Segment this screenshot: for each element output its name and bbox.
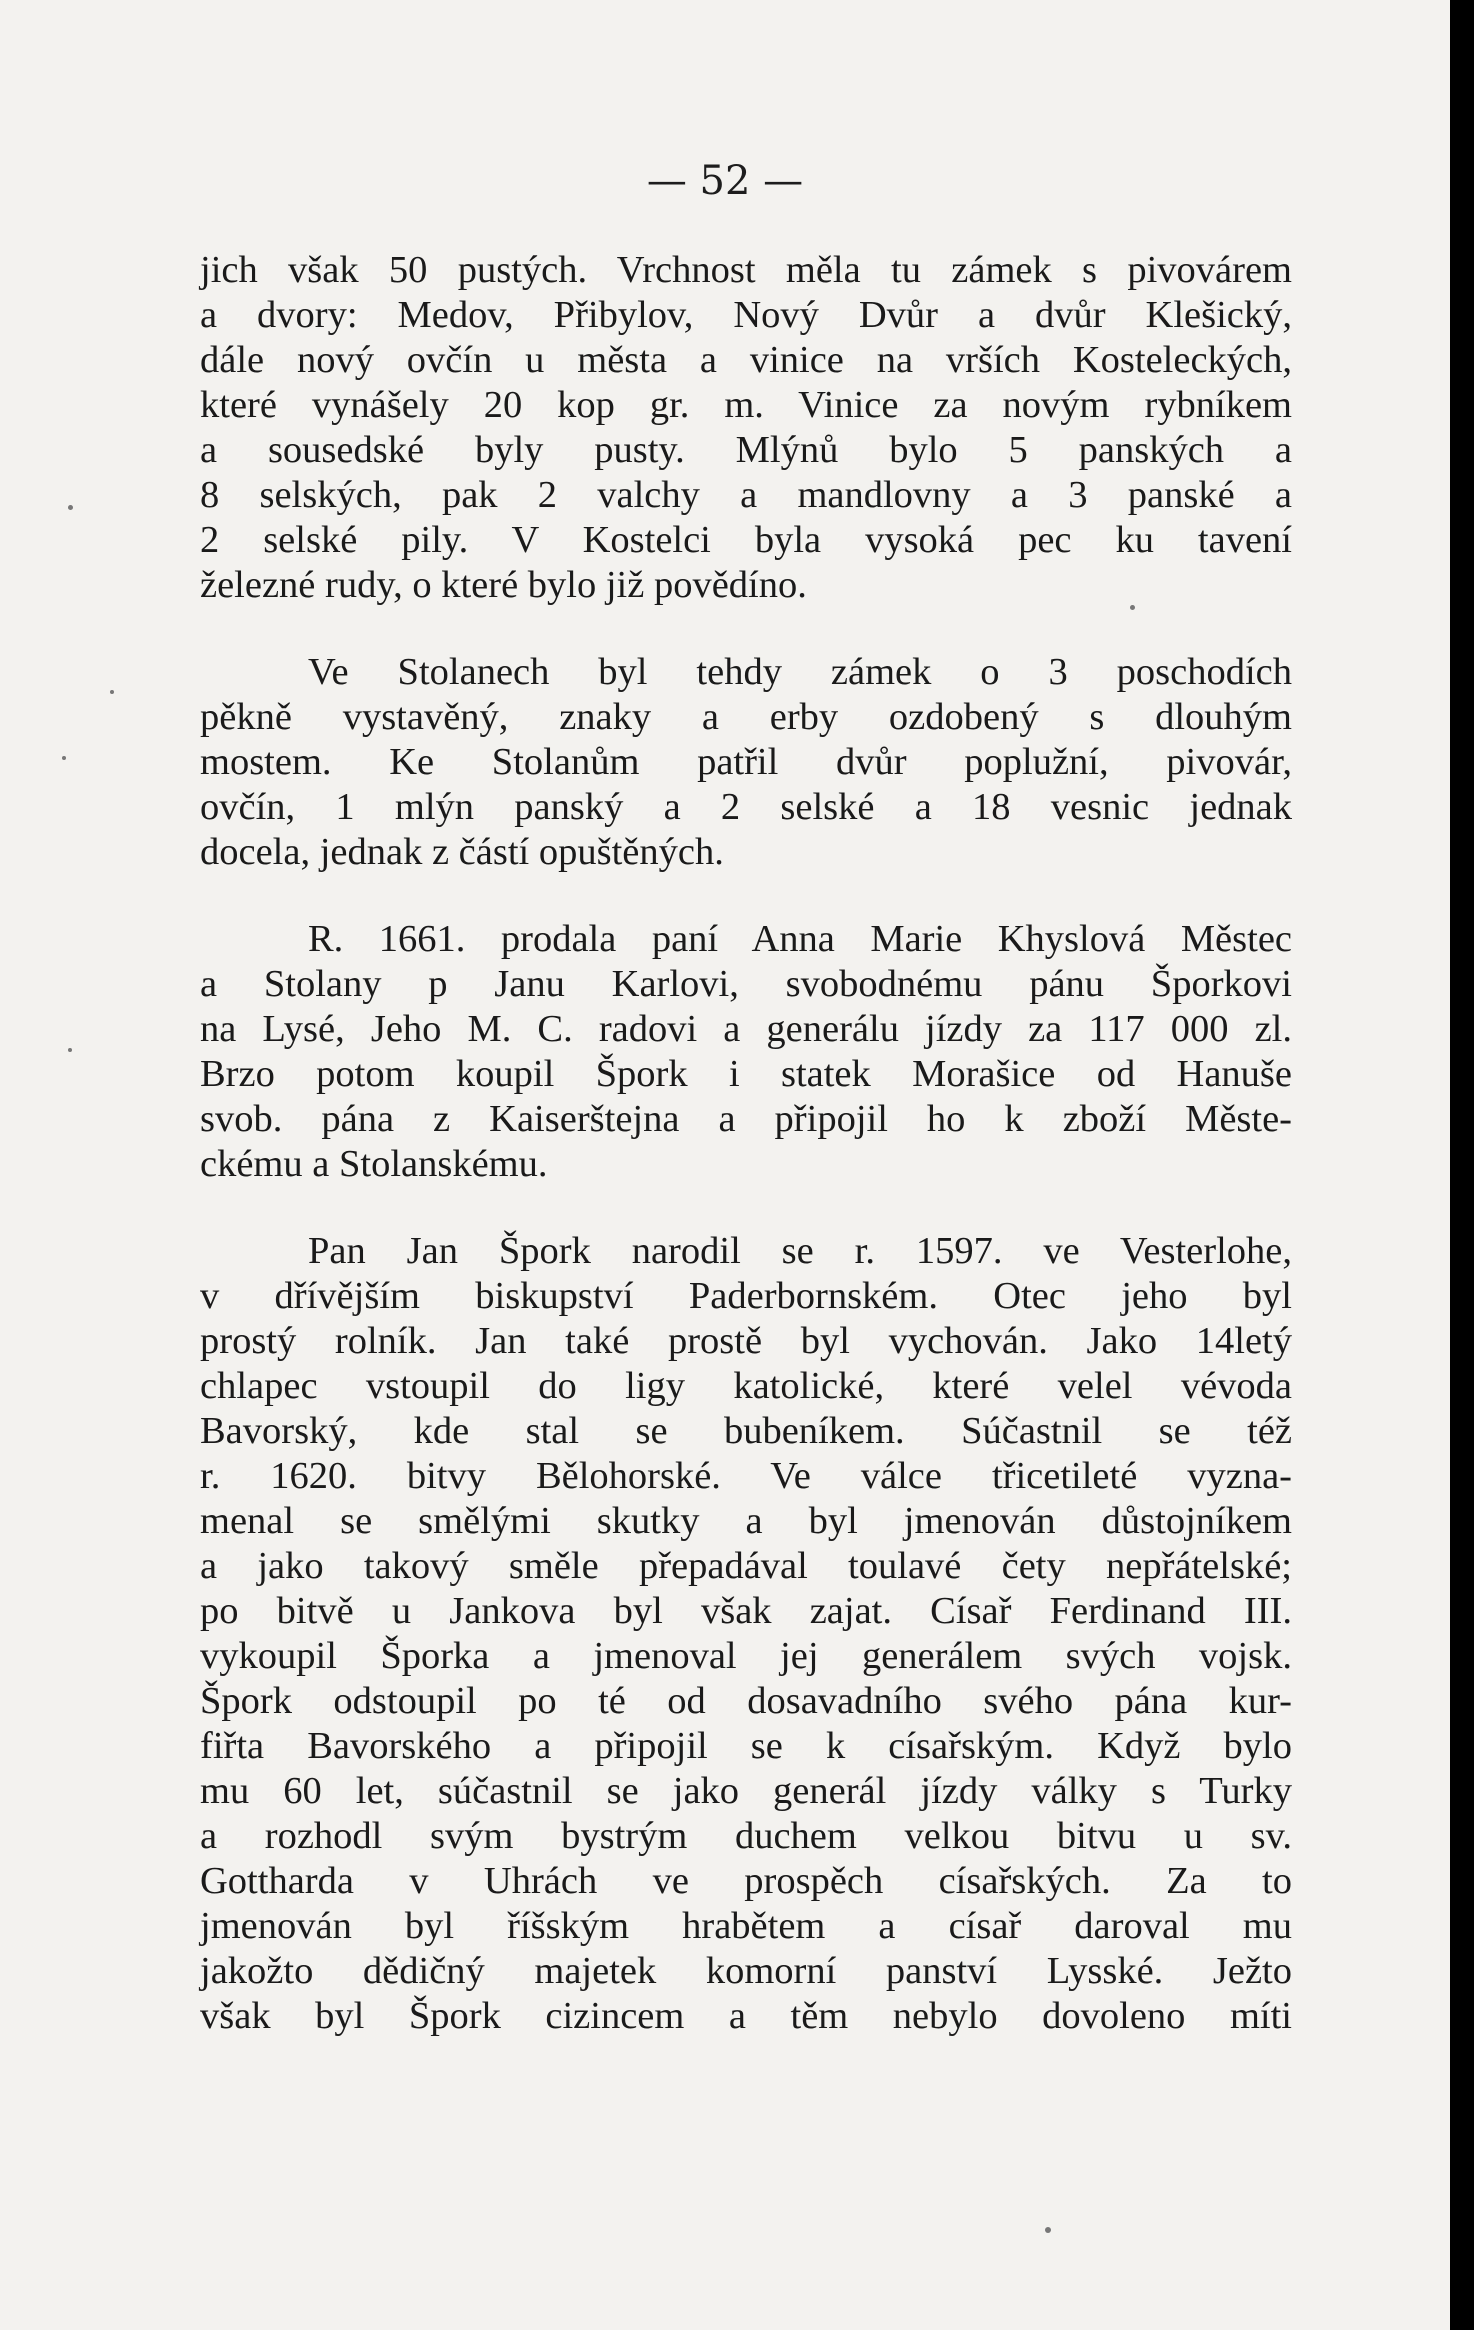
text-line: 8 selských, pak 2 valchy a mandlovny a 3 panské a <box>200 474 1292 516</box>
text-line: mostem. Ke Stolanům patřil dvůr poplužní, pivovár, <box>200 741 1292 783</box>
text-line: chlapec vstoupil do ligy katolické, které velel vévoda <box>200 1365 1292 1407</box>
page-number: — 52 — <box>646 158 804 204</box>
body-text <box>200 248 1292 2039</box>
text-line: ovčín, 1 mlýn panský a 2 selské a 18 vesnic jednak <box>200 786 1292 828</box>
scan-speck <box>68 1048 72 1052</box>
text-line: jich však 50 pustých. Vrchnost měla tu zámek s pivovárem <box>200 249 1292 291</box>
text-line: a Stolany p Janu Karlovi, svobodnému pánu Šporkovi <box>200 963 1292 1005</box>
scan-speck <box>1045 2227 1051 2233</box>
text-line: ckému a Stolanskému. <box>200 1143 548 1185</box>
text-line: na Lysé, Jeho M. C. radovi a generálu jízdy za 117 000 zl. <box>200 1008 1292 1050</box>
text-line: železné rudy, o které bylo již povědíno. <box>200 564 807 606</box>
text-line: R. 1661. prodala paní Anna Marie Khyslová Městec <box>308 918 1292 960</box>
text-line: jakožto dědičný majetek komorní panství Lysské. Ježto <box>200 1950 1292 1992</box>
scan-speck <box>1130 605 1135 610</box>
text-line: Gottharda v Uhrách ve prospěch císařských. Za to <box>200 1860 1292 1902</box>
scan-speck <box>62 756 66 760</box>
text-line: a jako takový směle přepadával toulavé čety nepřátelské; <box>200 1545 1292 1587</box>
text-line: Pan Jan Špork narodil se r. 1597. ve Vesterlohe, <box>308 1230 1292 1272</box>
text-line: a dvory: Medov, Přibylov, Nový Dvůr a dvůr Klešický, <box>200 294 1292 336</box>
text-line: fiřta Bavorského a připojil se k císařským. Když bylo <box>200 1725 1292 1767</box>
text-line: pěkně vystavěný, znaky a erby ozdobený s dlouhým <box>200 696 1292 738</box>
text-line: menal se smělými skutky a byl jmenován důstojníkem <box>200 1500 1292 1542</box>
text-line: však byl Špork cizincem a těm nebylo dovoleno míti <box>200 1995 1292 2037</box>
text-line: které vynášely 20 kop gr. m. Vinice za novým rybníkem <box>200 384 1292 426</box>
text-line: po bitvě u Jankova byl však zajat. Císař Ferdinand III. <box>200 1590 1292 1632</box>
scan-speck <box>110 690 114 694</box>
text-line: svob. pána z Kaiserštejna a připojil ho k zboží Měste- <box>200 1098 1292 1140</box>
text-line: v dřívějším biskupství Paderbornském. Otec jeho byl <box>200 1275 1292 1317</box>
text-line: mu 60 let, súčastnil se jako generál jízdy války s Turky <box>200 1770 1292 1812</box>
paragraph-3 <box>200 917 1292 1187</box>
text-line: Ve Stolanech byl tehdy zámek o 3 poschodích <box>308 651 1292 693</box>
text-line: 2 selské pily. V Kostelci byla vysoká pec ku tavení <box>200 519 1292 561</box>
paragraph-2 <box>200 650 1292 875</box>
text-line: a rozhodl svým bystrým duchem velkou bitvu u sv. <box>200 1815 1292 1857</box>
text-line: docela, jednak z částí opuštěných. <box>200 831 724 873</box>
text-line: Špork odstoupil po té od dosavadního svého pána kur- <box>200 1680 1292 1722</box>
text-line: r. 1620. bitvy Bělohorské. Ve válce třicetileté vyzna- <box>200 1455 1292 1497</box>
text-line: Brzo potom koupil Špork i statek Morašice od Hanuše <box>200 1053 1292 1095</box>
text-line: a sousedské byly pusty. Mlýnů bylo 5 panských a <box>200 429 1292 471</box>
text-line: dále nový ovčín u města a vinice na vrších Kosteleckých, <box>200 339 1292 381</box>
paragraph-1 <box>200 248 1292 608</box>
text-line: Bavorský, kde stal se bubeníkem. Súčastnil se též <box>200 1410 1292 1452</box>
text-line: vykoupil Šporka a jmenoval jej generálem svých vojsk. <box>200 1635 1292 1677</box>
paragraph-4 <box>200 1229 1292 2039</box>
scan-speck <box>68 505 73 510</box>
text-line: jmenován byl říšským hrabětem a císař daroval mu <box>200 1905 1292 1947</box>
text-line: prostý rolník. Jan také prostě byl vychován. Jako 14letý <box>200 1320 1292 1362</box>
